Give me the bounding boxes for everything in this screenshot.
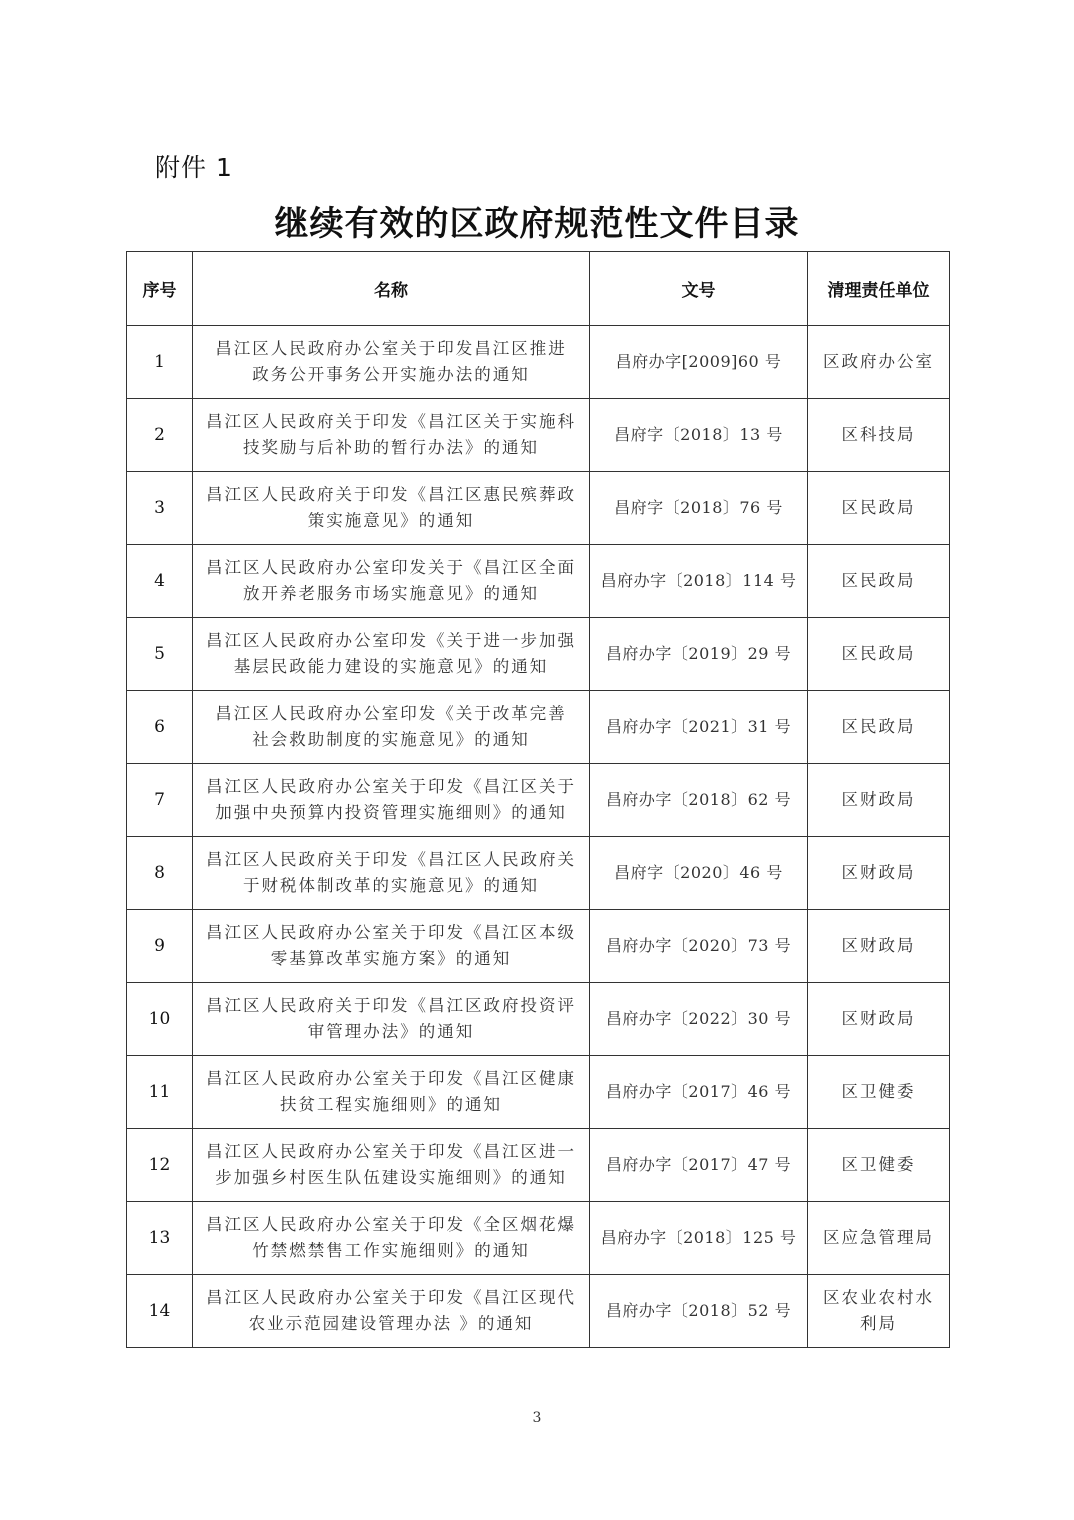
- row-name-line: 昌江区人民政府办公室关于印发《昌江区健康: [206, 1069, 576, 1088]
- row-doc-no: 昌府办字〔2018〕114 号: [590, 545, 808, 618]
- table-row: [127, 691, 950, 764]
- row-name-line: 昌江区人民政府关于印发《昌江区人民政府关: [206, 850, 576, 869]
- row-name: [193, 1056, 590, 1129]
- row-name-line: 放开养老服务市场实施意见》的通知: [243, 584, 539, 603]
- row-name-line: 政务公开事务公开实施办法的通知: [252, 365, 530, 384]
- page-number: 3: [532, 1410, 542, 1426]
- table-row: [127, 326, 950, 399]
- table-row: [127, 910, 950, 983]
- row-name-line: 审管理办法》的通知: [307, 1022, 475, 1041]
- row-name-line: 昌江区人民政府办公室印发《关于进一步加强: [206, 631, 576, 650]
- row-doc-no: 昌府办字〔2018〕125 号: [590, 1202, 808, 1275]
- row-name: [193, 1129, 590, 1202]
- row-unit: 区科技局: [808, 399, 950, 472]
- row-name-line: 昌江区人民政府关于印发《昌江区惠民殡葬政: [206, 485, 576, 504]
- row-unit: 区卫健委: [808, 1056, 950, 1129]
- row-name-line: 扶贫工程实施细则》的通知: [280, 1095, 502, 1114]
- row-name: [193, 983, 590, 1056]
- row-seq: 7: [127, 764, 193, 837]
- row-unit: 区财政局: [808, 837, 950, 910]
- header-unit: 清理责任单位: [808, 252, 950, 326]
- row-unit: 区民政局: [808, 545, 950, 618]
- row-name-line: 基层民政能力建设的实施意见》的通知: [233, 657, 549, 676]
- row-name-line: 社会救助制度的实施意见》的通知: [252, 730, 530, 749]
- row-name: [193, 472, 590, 545]
- row-unit: 区财政局: [808, 764, 950, 837]
- row-name-line: 竹禁燃禁售工作实施细则》的通知: [252, 1241, 530, 1260]
- row-name-line: 于财税体制改革的实施意见》的通知: [243, 876, 539, 895]
- row-doc-no: 昌府办字〔2017〕46 号: [590, 1056, 808, 1129]
- row-name: [193, 1202, 590, 1275]
- row-doc-no: 昌府办字〔2022〕30 号: [590, 983, 808, 1056]
- row-name: [193, 545, 590, 618]
- row-name-line: 昌江区人民政府关于印发《昌江区关于实施科: [206, 412, 576, 431]
- row-name-line: 步加强乡村医生队伍建设实施细则》的通知: [215, 1168, 567, 1187]
- row-name-line: 昌江区人民政府办公室关于印发《昌江区进一: [206, 1142, 576, 1161]
- row-doc-no: 昌府字〔2018〕13 号: [590, 399, 808, 472]
- row-unit: 区政府办公室: [808, 326, 950, 399]
- attachment-label: 附件 1: [155, 153, 233, 182]
- row-name-line: 昌江区人民政府办公室印发《关于改革完善: [215, 704, 567, 723]
- row-unit: 区卫健委: [808, 1129, 950, 1202]
- row-name: [193, 764, 590, 837]
- row-unit: 区民政局: [808, 472, 950, 545]
- header-name: 名称: [193, 252, 590, 326]
- row-seq: 5: [127, 618, 193, 691]
- document-catalog-table: [126, 251, 950, 1348]
- row-seq: 4: [127, 545, 193, 618]
- row-name-line: 昌江区人民政府办公室关于印发《昌江区现代: [206, 1288, 576, 1307]
- row-name: [193, 618, 590, 691]
- table-header-row: [127, 252, 950, 326]
- row-name-line: 农业示范园建设管理办法 》的通知: [248, 1314, 534, 1333]
- table-row: [127, 764, 950, 837]
- header-seq: 序号: [127, 252, 193, 326]
- row-name: [193, 910, 590, 983]
- row-name: [193, 326, 590, 399]
- row-unit: 区财政局: [808, 910, 950, 983]
- row-seq: 2: [127, 399, 193, 472]
- row-seq: 12: [127, 1129, 193, 1202]
- row-name-line: 技奖励与后补助的暂行办法》的通知: [243, 438, 539, 457]
- table-row: [127, 1129, 950, 1202]
- row-name: [193, 691, 590, 764]
- row-name-line: 昌江区人民政府办公室关于印发《全区烟花爆: [206, 1215, 576, 1234]
- row-seq: 3: [127, 472, 193, 545]
- row-seq: 8: [127, 837, 193, 910]
- row-unit: 区应急管理局: [808, 1202, 950, 1275]
- row-doc-no: 昌府办字〔2020〕73 号: [590, 910, 808, 983]
- page-title: 继续有效的区政府规范性文件目录: [274, 204, 800, 244]
- row-seq: 6: [127, 691, 193, 764]
- row-seq: 1: [127, 326, 193, 399]
- row-doc-no: 昌府办字〔2021〕31 号: [590, 691, 808, 764]
- row-seq: 9: [127, 910, 193, 983]
- table-row: [127, 983, 950, 1056]
- row-doc-no: 昌府字〔2020〕46 号: [590, 837, 808, 910]
- table-row: [127, 1056, 950, 1129]
- row-doc-no: 昌府办字〔2018〕62 号: [590, 764, 808, 837]
- table-row: [127, 837, 950, 910]
- table-row: [127, 399, 950, 472]
- row-name-line: 昌江区人民政府办公室印发关于《昌江区全面: [206, 558, 576, 577]
- row-name-line: 策实施意见》的通知: [307, 511, 475, 530]
- row-doc-no: 昌府办字〔2018〕52 号: [590, 1275, 808, 1348]
- header-doc-no: 文号: [590, 252, 808, 326]
- table-row: [127, 618, 950, 691]
- row-name-line: 昌江区人民政府办公室关于印发《昌江区本级: [206, 923, 576, 942]
- row-doc-no: 昌府办字〔2017〕47 号: [590, 1129, 808, 1202]
- row-unit: 区民政局: [808, 691, 950, 764]
- row-unit: 区民政局: [808, 618, 950, 691]
- row-name: [193, 837, 590, 910]
- row-name: [193, 1275, 590, 1348]
- row-seq: 14: [127, 1275, 193, 1348]
- row-seq: 10: [127, 983, 193, 1056]
- table-row: [127, 1202, 950, 1275]
- row-unit: 区农业农村水利局: [808, 1275, 950, 1348]
- row-seq: 11: [127, 1056, 193, 1129]
- row-seq: 13: [127, 1202, 193, 1275]
- row-doc-no: 昌府字〔2018〕76 号: [590, 472, 808, 545]
- table-row: [127, 1275, 950, 1348]
- row-name: [193, 399, 590, 472]
- table-row: [127, 545, 950, 618]
- row-name-line: 零基算改革实施方案》的通知: [270, 949, 512, 968]
- row-name-line: 昌江区人民政府办公室关于印发昌江区推进: [215, 339, 567, 358]
- table-row: [127, 472, 950, 545]
- row-name-line: 加强中央预算内投资管理实施细则》的通知: [215, 803, 567, 822]
- row-doc-no: 昌府办字[2009]60 号: [590, 326, 808, 399]
- row-unit: 区财政局: [808, 983, 950, 1056]
- row-name-line: 昌江区人民政府关于印发《昌江区政府投资评: [206, 996, 576, 1015]
- row-doc-no: 昌府办字〔2019〕29 号: [590, 618, 808, 691]
- row-name-line: 昌江区人民政府办公室关于印发《昌江区关于: [206, 777, 576, 796]
